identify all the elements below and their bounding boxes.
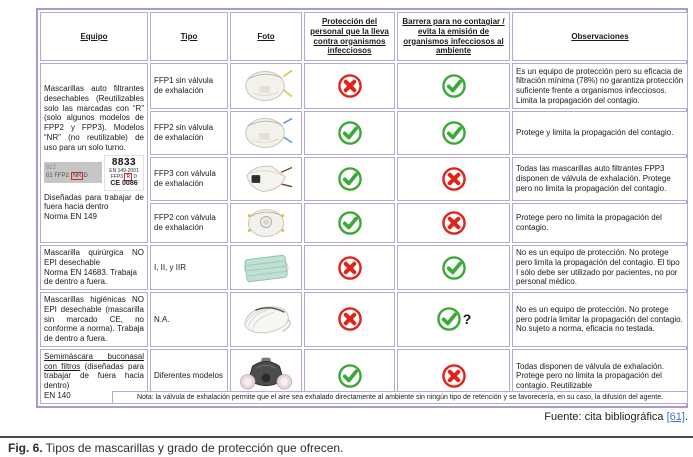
source-suffix: .	[684, 411, 688, 423]
observaciones-cell: Es un equipo de protección pero su eficacia de filtración mínima (78%) no garantiza protección suficiente frente a organismos infecciosos. Limita la propagación del contagio.	[512, 63, 688, 109]
proteccion-mark	[304, 245, 395, 290]
check-icon	[441, 120, 467, 146]
observaciones-cell: No es un equipo de protección. No protege pero limita la propagación del contagio. El tipo I sólo debe ser utilizado por pacientes, no por personal médico.	[512, 245, 688, 290]
label-text: 822	[46, 165, 57, 172]
label-text: EN 149-2001	[109, 167, 139, 174]
col-header-barrera: Barrera para no contagiar / evita la emisión de organismos infecciosos al ambiente	[397, 12, 510, 61]
col-header-foto: Foto	[230, 12, 302, 61]
barrera-mark	[397, 245, 510, 290]
equipo-cell-quirurgica	[40, 245, 148, 290]
equipo-auto-text: Mascarillas auto filtrantes desechables (Reutilizables solo las marcadas con “R” (solo algunos modelos de FPP2 y FPP3). Modelos “NR” (no reutilizable) de uso para un solo turno.	[44, 84, 144, 152]
proteccion-mark	[304, 63, 395, 109]
figure-caption-text: Tipos de mascarillas y grado de protección que ofrecen.	[45, 441, 344, 455]
foto-cell	[230, 245, 302, 290]
check-icon	[337, 120, 363, 146]
tipo-cell: I, II, y IIR	[150, 245, 228, 290]
label-text: 01 FFP2	[46, 173, 70, 180]
col-header-proteccion: Protección del personal que la lleva contra organismos infecciosos	[304, 12, 395, 61]
ffp3-r-label-photo	[104, 155, 144, 190]
ffp2-nr-label-photo	[44, 162, 102, 183]
hygienic-mask-photo	[239, 299, 293, 339]
proteccion-mark	[304, 157, 395, 201]
check-icon	[436, 306, 462, 332]
equipo-auto-norm: Norma EN 149	[44, 212, 97, 222]
label-text: D	[133, 173, 138, 180]
marking-label-photos	[44, 155, 144, 190]
barrera-mark	[397, 157, 510, 201]
foto-cell	[230, 292, 302, 347]
foto-cell	[230, 203, 302, 243]
equipo-text: Mascarilla quirúrgica NO EPI desechable	[44, 248, 144, 267]
tipo-cell: N.A.	[150, 292, 228, 347]
label-text: D	[83, 173, 88, 180]
tipo-cell: FFP3 con válvula de exhalación	[150, 157, 228, 201]
ffp1-mask-photo	[239, 66, 293, 106]
ffp2-valve-mask-photo	[240, 205, 292, 241]
ce-mark-text: CE 0086	[110, 180, 138, 188]
table-row	[40, 292, 688, 347]
reusability-mark-nr: NR	[72, 173, 82, 180]
ffp2-mask-photo	[239, 113, 293, 153]
table-row	[40, 63, 688, 109]
proteccion-mark	[304, 203, 395, 243]
barrera-mark	[397, 111, 510, 155]
table-row	[40, 245, 688, 290]
equipo-auto-design: Diseñadas para trabajar de fuera hacia dentro	[44, 192, 144, 212]
foto-cell	[230, 63, 302, 109]
col-header-tipo: Tipo	[150, 12, 228, 61]
equipo-cell-autofiltrantes	[40, 63, 148, 243]
check-icon	[337, 363, 363, 389]
observaciones-cell: Todas disponen de válvula de exhalación. Protege pero no limita la propagación del contagio. Reutilizable	[512, 349, 688, 404]
observaciones-cell: No es un equipo de protección. No protege pero podría limitar la propagación del contagio. No sujeto a norma, eficacia no testada.	[512, 292, 688, 347]
proteccion-mark	[304, 111, 395, 155]
surgical-mask-photo	[239, 248, 293, 288]
label-text: 8833	[111, 157, 137, 169]
foto-cell	[230, 157, 302, 201]
equipo-text-underlined: Semimáscara buconasal con filtros	[44, 351, 144, 371]
barrera-mark	[397, 203, 510, 243]
observaciones-cell: Protege pero no limita la propagación del contagio.	[512, 203, 688, 243]
cross-icon	[441, 363, 467, 389]
cross-icon	[337, 255, 363, 281]
observaciones-cell: Protege y limita la propagación del contagio.	[512, 111, 688, 155]
uncertainty-question-mark: ?	[462, 310, 472, 327]
mask-table-wrapper	[36, 8, 688, 408]
exhalation-valve-note: Nota: la válvula de exhalación permite que el aire sea exhalado directamente al ambiente sin ningún tipo de retención y se favorecería, en su caso, la difusión del agente.	[112, 391, 688, 404]
barrera-mark	[397, 63, 510, 109]
cross-icon	[337, 73, 363, 99]
label-text: FFP3	[110, 173, 124, 180]
check-icon	[337, 210, 363, 236]
caption-divider	[0, 436, 693, 438]
cross-icon	[441, 210, 467, 236]
foto-cell	[230, 111, 302, 155]
equipo-cell-higienicas	[40, 292, 148, 347]
col-header-observaciones: Observaciones	[512, 12, 688, 61]
source-line	[544, 411, 688, 423]
observaciones-cell: Todas las mascarillas auto filtrantes FPP3 disponen de válvula de exhalación. Protege pero no limita la propagación del contagio.	[512, 157, 688, 201]
check-icon	[441, 73, 467, 99]
cross-icon	[337, 306, 363, 332]
figure-caption	[8, 441, 343, 455]
check-icon	[337, 166, 363, 192]
source-prefix: Fuente: cita bibliográfica	[544, 411, 667, 423]
equipo-text: Mascarillas higiénicas NO EPI desechable (mascarilla sin marcado CE, no conforme a norma). Trabaja de dentro a fuera.	[44, 295, 144, 343]
barrera-mark	[397, 292, 510, 347]
proteccion-mark	[304, 292, 395, 347]
tipo-cell: FFP2 con válvula de exhalación	[150, 203, 228, 243]
tipo-cell: Diferentes modelos	[150, 349, 228, 404]
cross-icon	[441, 166, 467, 192]
check-icon	[441, 255, 467, 281]
figure-caption-label: Fig. 6.	[8, 441, 43, 455]
equipo-norm: EN 140	[44, 390, 71, 400]
citation-link[interactable]: [61]	[666, 411, 685, 423]
tipo-cell: FFP2 sin válvula de exhalación	[150, 111, 228, 155]
equipo-norm: Norma EN 14683. Trabaja de dentro a fuera.	[44, 267, 137, 287]
col-header-equipo: Equipo	[40, 12, 148, 61]
ffp3-valve-mask-photo	[239, 159, 293, 199]
mask-table	[38, 10, 690, 406]
equipo-text: (diseñadas para trabajar de fuera hacia dentro)	[44, 361, 145, 390]
tipo-cell: FFP1 sin válvula de exhalación	[150, 63, 228, 109]
reusability-mark-r: R	[126, 173, 131, 180]
